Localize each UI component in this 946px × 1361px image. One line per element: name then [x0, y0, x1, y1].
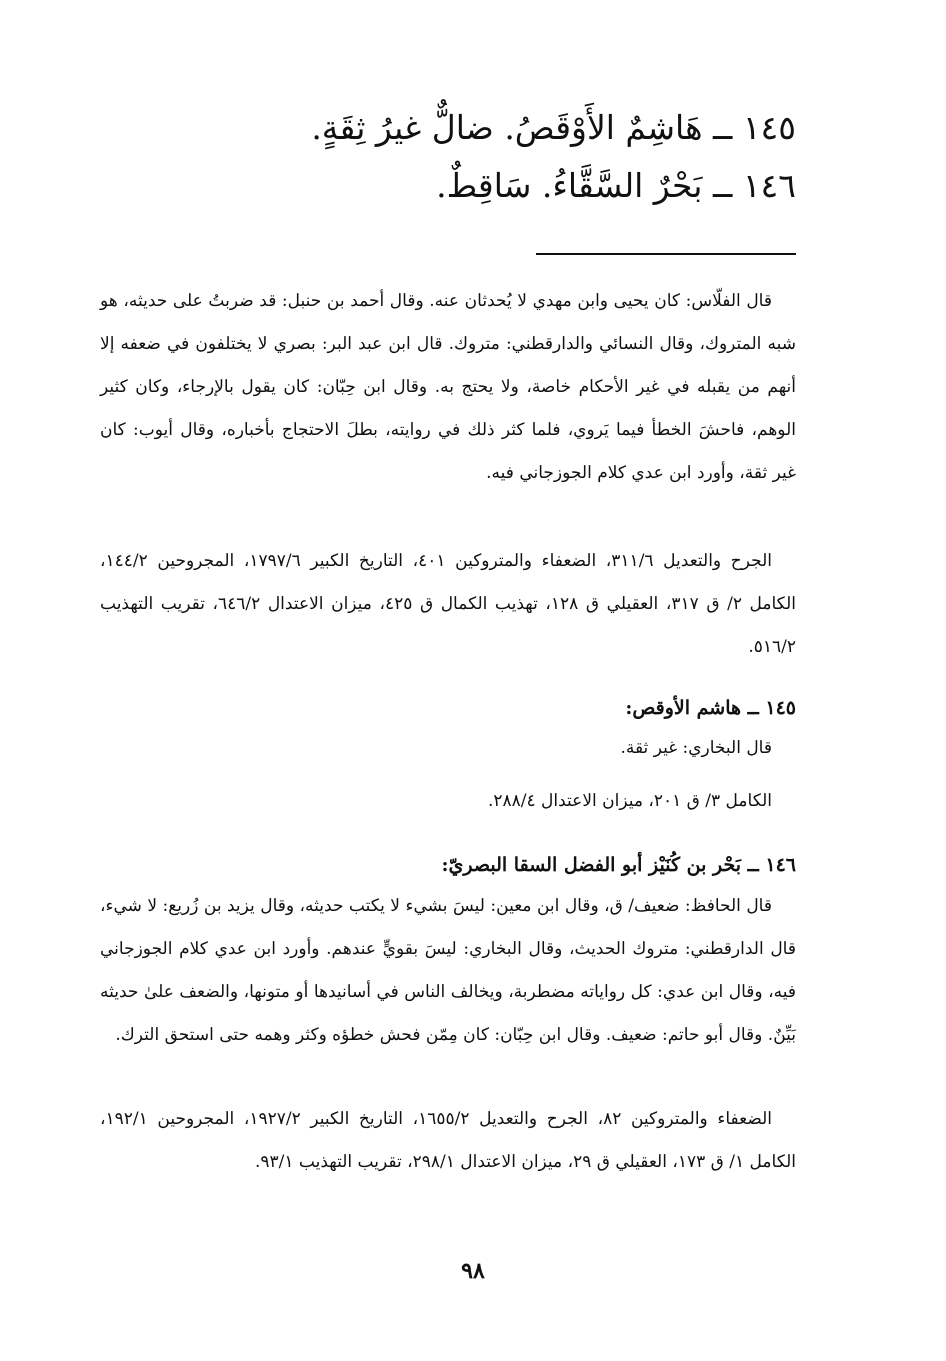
footnote-intro-sources-text: الجرح والتعديل ٣١١/٦، الضعفاء والمتروكين ٤٠١، التاريخ الكبير ١٧٩٧/٦، المجروحين ١٤٤/٢، الكامل ٢/ ق ٣١٧، العقيلي ق ١٢٨، تهذيب الكمال ق ٤٢٥، ميزان الاعتدال ٦٤٦/٢، تقريب التهذيب ٥١٦/٢.: [100, 551, 796, 657]
footnote-entry-146-paragraph: [100, 885, 796, 1057]
main-entry-146: ١٤٦ ــ بَحْرٌ السَّقَّاءُ. سَاقِطٌ.: [436, 166, 796, 205]
footnote-entry-145-heading: ١٤٥ ــ هاشم الأوقص:: [625, 697, 796, 719]
footnote-separator: [536, 253, 796, 255]
main-entry-145: ١٤٥ ــ هَاشِمٌ الأَوْقَصُ. ضالٌّ غيرُ ثِقَةٍ.: [311, 108, 796, 147]
footnote-entry-146-sources: [100, 1098, 796, 1184]
footnote-intro-text: قال الفلّاس: كان يحيى وابن مهدي لا يُحدثان عنه. وقال أحمد بن حنبل: قد ضربتُ على حديثه، هو شبه المتروك، وقال النسائي والدارقطني: متروك. قال ابن عبد البر: بصري لا يختلفون في ضعفه إلا أنهم من يقبله في غير الأحكام خاصة، ولا يحتج به. وقال ابن حِبّان: كان يقول بالإرجاء، وكان كثير الوهم، فاحشَ الخطأ فيما يَروي، فلما كثر ذلك في روايته، بطلَ الاحتجاج بأخباره، وقال أيوب: كان غير ثقة، وأورد ابن عدي كلام الجوزجاني فيه.: [100, 291, 796, 483]
footnote-entry-146-sources-text: الضعفاء والمتروكين ٨٢، الجرح والتعديل ١٦٥٥/٢، التاريخ الكبير ١٩٢٧/٢، المجروحين ١٩٢/١، الكامل ١/ ق ١٧٣، العقيلي ق ٢٩، ميزان الاعتدال ٢٩٨/١، تقريب التهذيب ٩٣/١.: [100, 1109, 796, 1172]
footnote-entry-145-sources-content: الكامل ٣/ ق ٢٠١، ميزان الاعتدال ٢٨٨/٤.: [487, 791, 772, 811]
footnote-entry-145-text-content: قال البخاري: غير ثقة.: [620, 738, 772, 758]
footnote-intro-paragraph: [100, 280, 796, 495]
footnote-entry-145-sources: [100, 786, 796, 816]
page-number: ٩٨: [461, 1258, 485, 1284]
footnote-entry-146-heading: ١٤٦ ــ بَحْر بن كُنَيْز أبو الفضل السقا البصريّ:: [441, 854, 796, 876]
footnote-intro-sources: [100, 540, 796, 669]
footnote-entry-145-text: [100, 733, 796, 763]
footnote-entry-146-text: قال الحافظ: ضعيف/ ق، وقال ابن معين: ليسَ بشيء لا يكتب حديثه، وقال يزيد بن زُريع: لا شيء، قال الدارقطني: متروك الحديث، وقال البخاري: ليسَ بقويٍّ عندهم. وأورد ابن عدي كلام الجوزجاني فيه، وقال ابن عدي: كل رواياته مضطربة، ويخالف الناس في أسانيدها أو متونها، والضعف علىٰ حديثه بَيِّنٌ. وقال أبو حاتم: ضعيف. وقال ابن حِبّان: كان مِمّن فحش خطؤه وكثر وهمه حتى استحق الترك.: [100, 896, 796, 1045]
